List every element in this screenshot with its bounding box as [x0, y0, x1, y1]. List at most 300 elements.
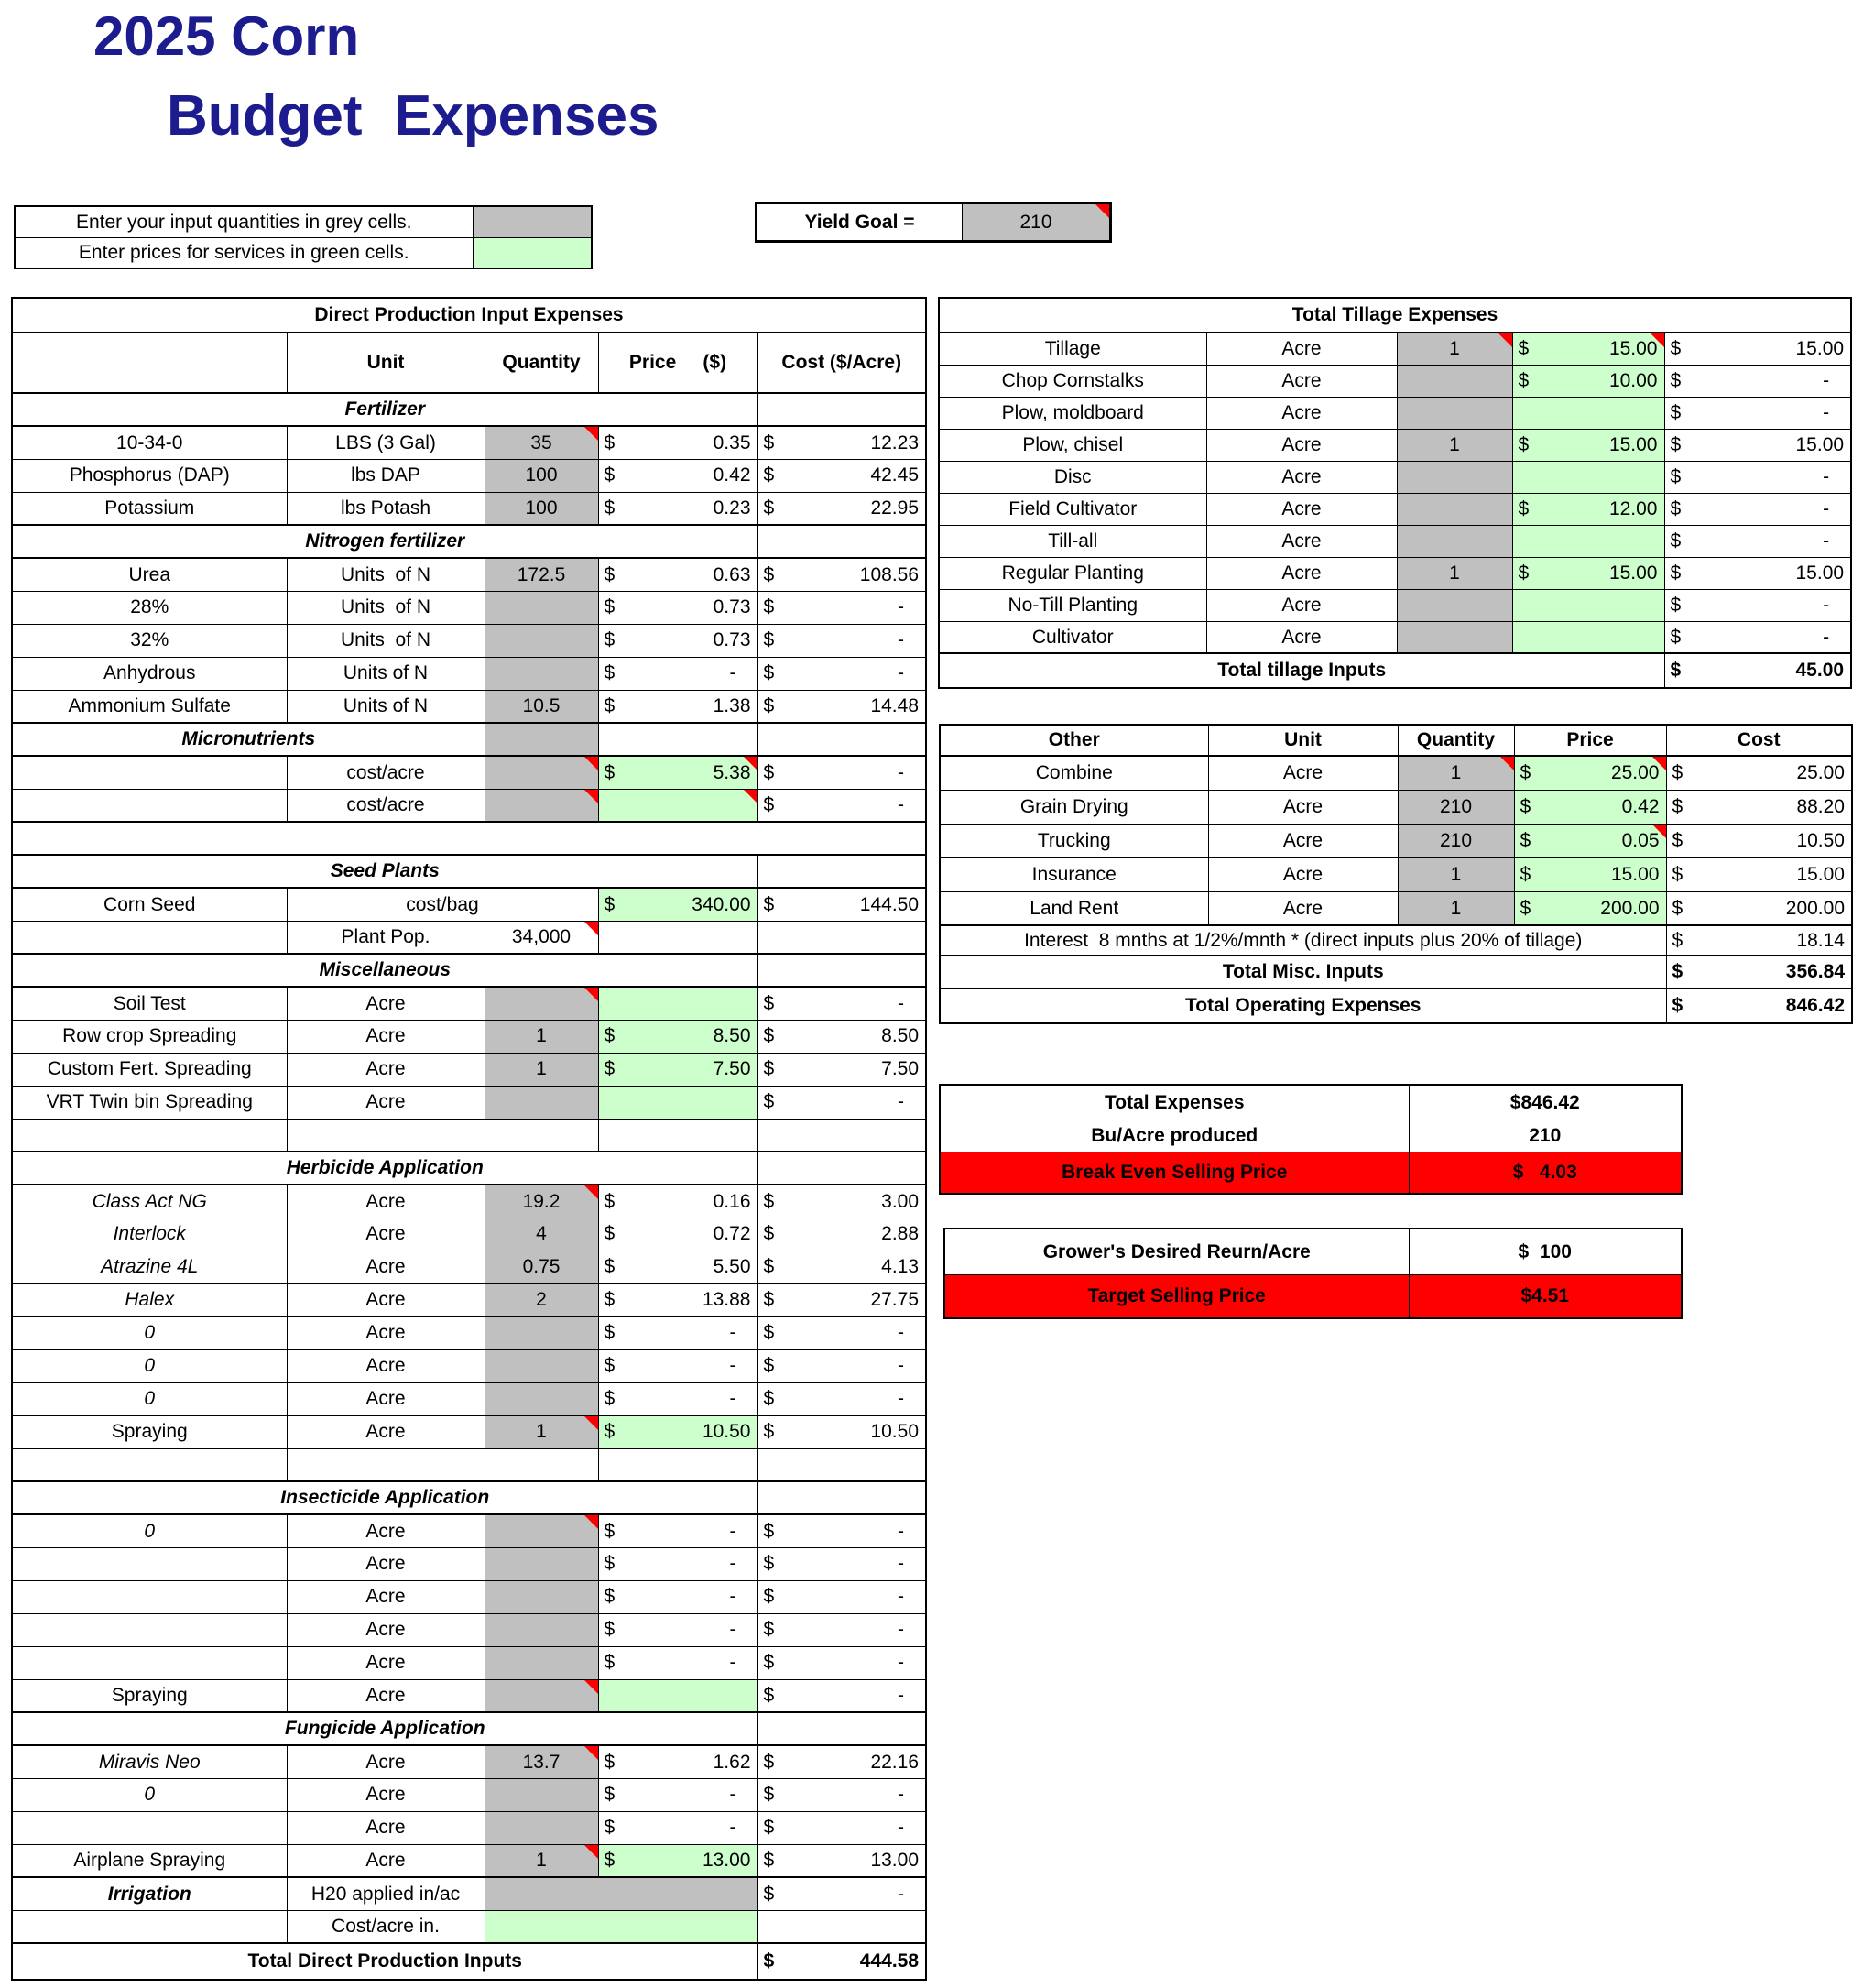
cell: Spraying [12, 1415, 287, 1448]
green-input-cell[interactable]: $ 200.00 [1514, 891, 1666, 925]
green-input-cell[interactable]: $ 0.42 [1514, 790, 1666, 824]
table-row [12, 1251, 926, 1283]
grey-input-cell[interactable] [485, 1514, 598, 1547]
yield-goal-input[interactable]: 210 [963, 203, 1111, 242]
cell [12, 1811, 287, 1844]
cell: Corn Seed [12, 888, 287, 921]
section-herbicide: Herbicide Application [12, 1152, 757, 1185]
table-row [12, 298, 926, 333]
cell: Acre [1206, 589, 1397, 621]
table-row [12, 1185, 926, 1218]
cell [12, 1119, 287, 1152]
grey-input-cell[interactable] [485, 624, 598, 657]
section-irrigation: Irrigation [12, 1877, 287, 1910]
amount-cell: $ - [598, 1349, 757, 1382]
amount-cell: $ - [757, 1646, 926, 1679]
section-insecticide: Insecticide Application [12, 1481, 757, 1514]
grey-input-cell[interactable]: 1 [1397, 333, 1512, 365]
amount-cell: $ - [757, 1778, 926, 1811]
amount-cell: $ 14.48 [757, 690, 926, 723]
table-row [939, 525, 1851, 557]
green-input-cell[interactable]: $ 15.00 [1512, 429, 1664, 461]
grey-input-cell[interactable]: 1 [1398, 756, 1514, 790]
green-input-cell[interactable]: $ 10.50 [598, 1415, 757, 1448]
other-title: Other [940, 725, 1208, 756]
amount-cell: $ - [757, 1877, 926, 1910]
green-input-cell[interactable]: $ 8.50 [598, 1020, 757, 1053]
table-row [12, 1283, 926, 1316]
table-row [12, 756, 926, 789]
cell: Combine [940, 756, 1208, 790]
amount-cell: $ - [757, 1811, 926, 1844]
amount-cell: $ 7.50 [757, 1053, 926, 1086]
cell: Units of N [287, 591, 485, 624]
table-row [12, 921, 926, 954]
amount-cell: $ - [598, 1646, 757, 1679]
table-row [757, 203, 1111, 242]
section-seed-plants: Seed Plants [12, 855, 757, 888]
amount-cell: $ 1.62 [598, 1745, 757, 1778]
total-operating-label: Total Operating Expenses [940, 989, 1666, 1023]
green-input-cell[interactable] [598, 987, 757, 1020]
table-row [939, 365, 1851, 397]
amount-cell: $ 108.56 [757, 558, 926, 591]
grey-input-cell[interactable] [485, 756, 598, 789]
green-input-cell[interactable] [598, 1086, 757, 1119]
section-miscellaneous: Miscellaneous [12, 954, 757, 987]
table-row [12, 624, 926, 657]
grey-input-cell[interactable] [485, 1580, 598, 1613]
grey-input-cell[interactable]: 1 [1397, 557, 1512, 589]
table-row [940, 956, 1852, 989]
grey-input-cell[interactable]: 100 [485, 459, 598, 492]
cell [757, 1119, 926, 1152]
table-row [940, 1152, 1682, 1194]
amount-cell: $ - [757, 657, 926, 690]
table-row [12, 426, 926, 459]
direct-production-table [11, 297, 927, 1981]
cell: Acre [1208, 790, 1398, 824]
green-input-cell[interactable]: $ 13.00 [598, 1844, 757, 1877]
section-micronutrients: Micronutrients [12, 723, 485, 756]
grey-input-cell[interactable]: 1 [485, 1020, 598, 1053]
cell: Acre [1206, 365, 1397, 397]
grey-input-cell[interactable]: 1 [485, 1053, 598, 1086]
cell [757, 954, 926, 987]
grey-input-cell[interactable] [485, 1086, 598, 1119]
table-row [12, 1152, 926, 1185]
table-row [12, 1349, 926, 1382]
amount-cell: $ - [757, 1514, 926, 1547]
amount-cell: $ - [757, 789, 926, 822]
cell: Units of N [287, 657, 485, 690]
table-row [12, 1613, 926, 1646]
amount-cell: $ 13.00 [757, 1844, 926, 1877]
amount-cell: $ - [598, 1382, 757, 1415]
cell [12, 1646, 287, 1679]
desired-return-label: Grower's Desired Reurn/Acre [944, 1229, 1409, 1274]
amount-cell: $ - [757, 1613, 926, 1646]
grey-input-cell[interactable] [1397, 621, 1512, 653]
table-row [12, 1910, 926, 1943]
grey-input-cell[interactable]: 210 [1398, 790, 1514, 824]
grey-input-cell[interactable] [485, 723, 598, 756]
cell: Acre [287, 1415, 485, 1448]
amount-cell: $ 15.00 [1666, 857, 1852, 891]
cell: Acre [1206, 461, 1397, 493]
cell: Acre [287, 1316, 485, 1349]
grey-input-cell[interactable] [1397, 365, 1512, 397]
grey-input-cell[interactable] [485, 789, 598, 822]
table-row [12, 954, 926, 987]
grey-input-cell[interactable] [485, 1778, 598, 1811]
green-input-cell[interactable] [485, 1910, 757, 1943]
grey-input-cell[interactable]: 1 [1397, 429, 1512, 461]
table-row [12, 1053, 926, 1086]
amount-cell: $ 144.50 [757, 888, 926, 921]
cell: Ammonium Sulfate [12, 690, 287, 723]
cell [485, 1119, 598, 1152]
tillage-title: Total Tillage Expenses [939, 298, 1851, 333]
cell: Potassium [12, 492, 287, 525]
cell: LBS (3 Gal) [287, 426, 485, 459]
cell: Quantity [485, 333, 598, 393]
cell: Price [1514, 725, 1666, 756]
cell: Grain Drying [940, 790, 1208, 824]
table-row [940, 1120, 1682, 1152]
grey-input-cell[interactable] [485, 1349, 598, 1382]
cell [12, 822, 926, 855]
grey-input-cell[interactable]: 4 [485, 1218, 598, 1251]
amount-cell: $ 0.42 [598, 459, 757, 492]
table-row [939, 621, 1851, 653]
table-row [12, 1943, 926, 1980]
table-row [939, 493, 1851, 525]
grey-input-cell[interactable] [1397, 589, 1512, 621]
grey-input-cell[interactable] [485, 1877, 757, 1910]
grey-input-cell[interactable] [1397, 493, 1512, 525]
table-row [12, 1844, 926, 1877]
grey-input-cell[interactable]: 210 [1398, 824, 1514, 857]
table-row [12, 459, 926, 492]
cell: Acre [287, 1745, 485, 1778]
grower-table [943, 1228, 1683, 1319]
grey-input-cell[interactable]: 1 [485, 1415, 598, 1448]
green-input-cell[interactable] [598, 789, 757, 822]
cell: 0 [12, 1382, 287, 1415]
desired-return-value: $ 100 [1409, 1229, 1682, 1274]
cell: 0 [12, 1778, 287, 1811]
cell: Trucking [940, 824, 1208, 857]
amount-cell: $ - [757, 1316, 926, 1349]
table-row [12, 723, 926, 756]
grey-input-cell[interactable] [1397, 461, 1512, 493]
grey-input-cell[interactable] [485, 1316, 598, 1349]
table-row [12, 1481, 926, 1514]
target-price-label: Target Selling Price [944, 1274, 1409, 1318]
cell: Urea [12, 558, 287, 591]
grey-input-cell[interactable] [485, 1547, 598, 1580]
cell [12, 1448, 287, 1481]
amount-cell: $ 15.00 [1664, 333, 1851, 365]
table-row [939, 461, 1851, 493]
cell [757, 1910, 926, 1943]
table-row [12, 657, 926, 690]
amount-cell: $ - [598, 1580, 757, 1613]
grey-input-cell[interactable]: 1 [1398, 857, 1514, 891]
cell: Disc [939, 461, 1206, 493]
green-input-cell[interactable]: $ 340.00 [598, 888, 757, 921]
table-row [12, 789, 926, 822]
interest-label: Interest 8 mnths at 1/2%/mnth * (direct inputs plus 20% of tillage) [940, 925, 1666, 956]
grey-input-cell[interactable] [485, 1613, 598, 1646]
table-row [12, 1778, 926, 1811]
cell [757, 1152, 926, 1185]
green-input-cell[interactable]: $ 15.00 [1512, 557, 1664, 589]
green-input-cell[interactable]: $ 12.00 [1512, 493, 1664, 525]
green-input-cell[interactable] [1512, 589, 1664, 621]
grey-input-cell[interactable] [1397, 397, 1512, 429]
total-misc-label: Total Misc. Inputs [940, 956, 1666, 989]
table-row [12, 1811, 926, 1844]
cell: Acre [287, 1646, 485, 1679]
table-row [12, 1580, 926, 1613]
cell: Cost [1666, 725, 1852, 756]
cell [598, 1119, 757, 1152]
cell [757, 855, 926, 888]
table-row [12, 987, 926, 1020]
amount-cell: $ - [757, 624, 926, 657]
cell: Acre [287, 1185, 485, 1218]
grey-input-cell[interactable]: 1 [485, 1844, 598, 1877]
amount-cell: $ - [1664, 589, 1851, 621]
section-nitrogen: Nitrogen fertilizer [12, 525, 757, 558]
table-row [12, 1316, 926, 1349]
cell: H20 applied in/ac [287, 1877, 485, 1910]
cell: Acre [287, 1811, 485, 1844]
cell: lbs Potash [287, 492, 485, 525]
target-price-value: $4.51 [1409, 1274, 1682, 1318]
interest-value: $ 18.14 [1666, 925, 1852, 956]
plant-pop-value: 34,000 [485, 921, 598, 954]
cell: Unit [287, 333, 485, 393]
amount-cell: $ 1.38 [598, 690, 757, 723]
grey-sample-cell[interactable] [473, 206, 592, 237]
amount-cell: $ - [757, 1349, 926, 1382]
amount-cell: $ 3.00 [757, 1185, 926, 1218]
other-table [939, 724, 1853, 1024]
cell: Acre [1206, 429, 1397, 461]
cell [12, 333, 287, 393]
cell: Phosphorus (DAP) [12, 459, 287, 492]
table-row [12, 1086, 926, 1119]
green-input-cell[interactable] [1512, 621, 1664, 653]
cell [287, 1448, 485, 1481]
cell [598, 1448, 757, 1481]
cell: 0 [12, 1349, 287, 1382]
cell: Cost ($/Acre) [757, 333, 926, 393]
cell: Acre [1206, 493, 1397, 525]
cell: Acre [1206, 557, 1397, 589]
amount-cell: $ 8.50 [757, 1020, 926, 1053]
amount-cell: $ 4.13 [757, 1251, 926, 1283]
green-sample-cell[interactable] [473, 237, 592, 268]
grey-input-cell[interactable] [485, 1679, 598, 1712]
cell: cost/acre [287, 756, 485, 789]
cell: 0 [12, 1514, 287, 1547]
amount-cell: $ 88.20 [1666, 790, 1852, 824]
cell: Regular Planting [939, 557, 1206, 589]
cell [757, 1448, 926, 1481]
green-input-cell[interactable] [598, 1679, 757, 1712]
cell [757, 525, 926, 558]
cell: Unit [1208, 725, 1398, 756]
grey-input-cell[interactable] [485, 657, 598, 690]
table-row [12, 855, 926, 888]
cell: Acre [287, 1679, 485, 1712]
amount-cell: $ - [1664, 461, 1851, 493]
table-row [12, 1415, 926, 1448]
table-row [940, 891, 1852, 925]
amount-cell: $ - [757, 1679, 926, 1712]
grey-input-cell[interactable] [485, 1811, 598, 1844]
amount-cell: $ - [757, 1382, 926, 1415]
amount-cell: $ 0.35 [598, 426, 757, 459]
cell: Acre [287, 1778, 485, 1811]
cell: 0 [12, 1316, 287, 1349]
summary-table [939, 1084, 1683, 1195]
amount-cell: $ 0.72 [598, 1218, 757, 1251]
green-input-cell[interactable]: $ 15.00 [1512, 333, 1664, 365]
cell: Acre [287, 987, 485, 1020]
green-input-cell[interactable] [1512, 525, 1664, 557]
cell [757, 1712, 926, 1745]
grey-input-cell[interactable]: 19.2 [485, 1185, 598, 1218]
table-row [12, 690, 926, 723]
amount-cell: $ - [598, 1613, 757, 1646]
amount-cell: $ - [1664, 397, 1851, 429]
break-even-value: $ 4.03 [1409, 1152, 1682, 1194]
green-input-cell[interactable]: $ 5.38 [598, 756, 757, 789]
grey-input-cell[interactable]: 2 [485, 1283, 598, 1316]
green-input-cell[interactable]: $ 25.00 [1514, 756, 1666, 790]
cell: Plow, moldboard [939, 397, 1206, 429]
total-operating-value: $ 846.42 [1666, 989, 1852, 1023]
amount-cell: $ - [1664, 525, 1851, 557]
grey-input-cell[interactable]: 172.5 [485, 558, 598, 591]
table-row [939, 397, 1851, 429]
green-input-cell[interactable] [1512, 461, 1664, 493]
cell [12, 756, 287, 789]
table-row [12, 525, 926, 558]
amount-cell: $ - [757, 756, 926, 789]
instructions-table [14, 205, 593, 269]
table-row [939, 653, 1851, 688]
amount-cell: $ 12.23 [757, 426, 926, 459]
amount-cell: $ 13.88 [598, 1283, 757, 1316]
cell: Units of N [287, 558, 485, 591]
amount-cell: $ 10.50 [1666, 824, 1852, 857]
table-row [940, 1085, 1682, 1120]
cell: Tillage [939, 333, 1206, 365]
grey-input-cell[interactable]: 13.7 [485, 1745, 598, 1778]
amount-cell: $ 22.16 [757, 1745, 926, 1778]
cell: Miravis Neo [12, 1745, 287, 1778]
bu-acre-value: 210 [1409, 1120, 1682, 1152]
grey-input-cell[interactable]: 10.5 [485, 690, 598, 723]
cell: Airplane Spraying [12, 1844, 287, 1877]
amount-cell: $ - [598, 1811, 757, 1844]
green-input-cell[interactable]: $ 0.05 [1514, 824, 1666, 857]
cell: Acre [287, 1514, 485, 1547]
green-input-cell[interactable]: $ 7.50 [598, 1053, 757, 1086]
cell [12, 1580, 287, 1613]
cell: Custom Fert. Spreading [12, 1053, 287, 1086]
grey-input-cell[interactable]: 1 [1398, 891, 1514, 925]
cell [12, 789, 287, 822]
amount-cell: $ - [1664, 365, 1851, 397]
green-input-cell[interactable]: $ 10.00 [1512, 365, 1664, 397]
cell [757, 723, 926, 756]
grey-input-cell[interactable] [485, 591, 598, 624]
amount-cell: $ 15.00 [1664, 429, 1851, 461]
cell: 10-34-0 [12, 426, 287, 459]
cell: Price ($) [598, 333, 757, 393]
table-row [939, 429, 1851, 461]
amount-cell: $ 0.73 [598, 591, 757, 624]
cell: Soil Test [12, 987, 287, 1020]
total-tillage-label: Total tillage Inputs [939, 653, 1664, 688]
cell: Atrazine 4L [12, 1251, 287, 1283]
grey-input-cell[interactable] [485, 987, 598, 1020]
amount-cell: $ - [1664, 621, 1851, 653]
table-row [12, 1448, 926, 1481]
grey-input-cell[interactable]: 0.75 [485, 1251, 598, 1283]
grey-input-cell[interactable] [485, 1646, 598, 1679]
amount-cell: $ - [598, 657, 757, 690]
cell: Acre [287, 1844, 485, 1877]
grey-input-cell[interactable] [485, 1382, 598, 1415]
green-input-cell[interactable] [1512, 397, 1664, 429]
table-row [940, 925, 1852, 956]
amount-cell: $ 0.16 [598, 1185, 757, 1218]
total-direct-label: Total Direct Production Inputs [12, 1943, 757, 1980]
amount-cell: $ 25.00 [1666, 756, 1852, 790]
page-title-line1: 2025 Corn [93, 5, 360, 67]
grey-input-cell[interactable]: 100 [485, 492, 598, 525]
cell: Acre [287, 1086, 485, 1119]
table-row [15, 237, 592, 268]
amount-cell: $ - [598, 1316, 757, 1349]
table-row [15, 206, 592, 237]
table-row [940, 989, 1852, 1023]
grey-input-cell[interactable] [1397, 525, 1512, 557]
amount-cell: $ - [598, 1778, 757, 1811]
amount-cell: $ 200.00 [1666, 891, 1852, 925]
cell: Acre [1208, 857, 1398, 891]
cell: Acre [287, 1251, 485, 1283]
cell: Till-all [939, 525, 1206, 557]
cell [12, 921, 287, 954]
amount-cell: $ - [757, 1086, 926, 1119]
direct-production-title: Direct Production Input Expenses [12, 298, 926, 333]
cell: Acre [1208, 824, 1398, 857]
amount-cell: $ 27.75 [757, 1283, 926, 1316]
green-input-cell[interactable]: $ 15.00 [1514, 857, 1666, 891]
cell: Acre [1206, 397, 1397, 429]
grey-input-cell[interactable]: 35 [485, 426, 598, 459]
total-tillage-value: $ 45.00 [1664, 653, 1851, 688]
